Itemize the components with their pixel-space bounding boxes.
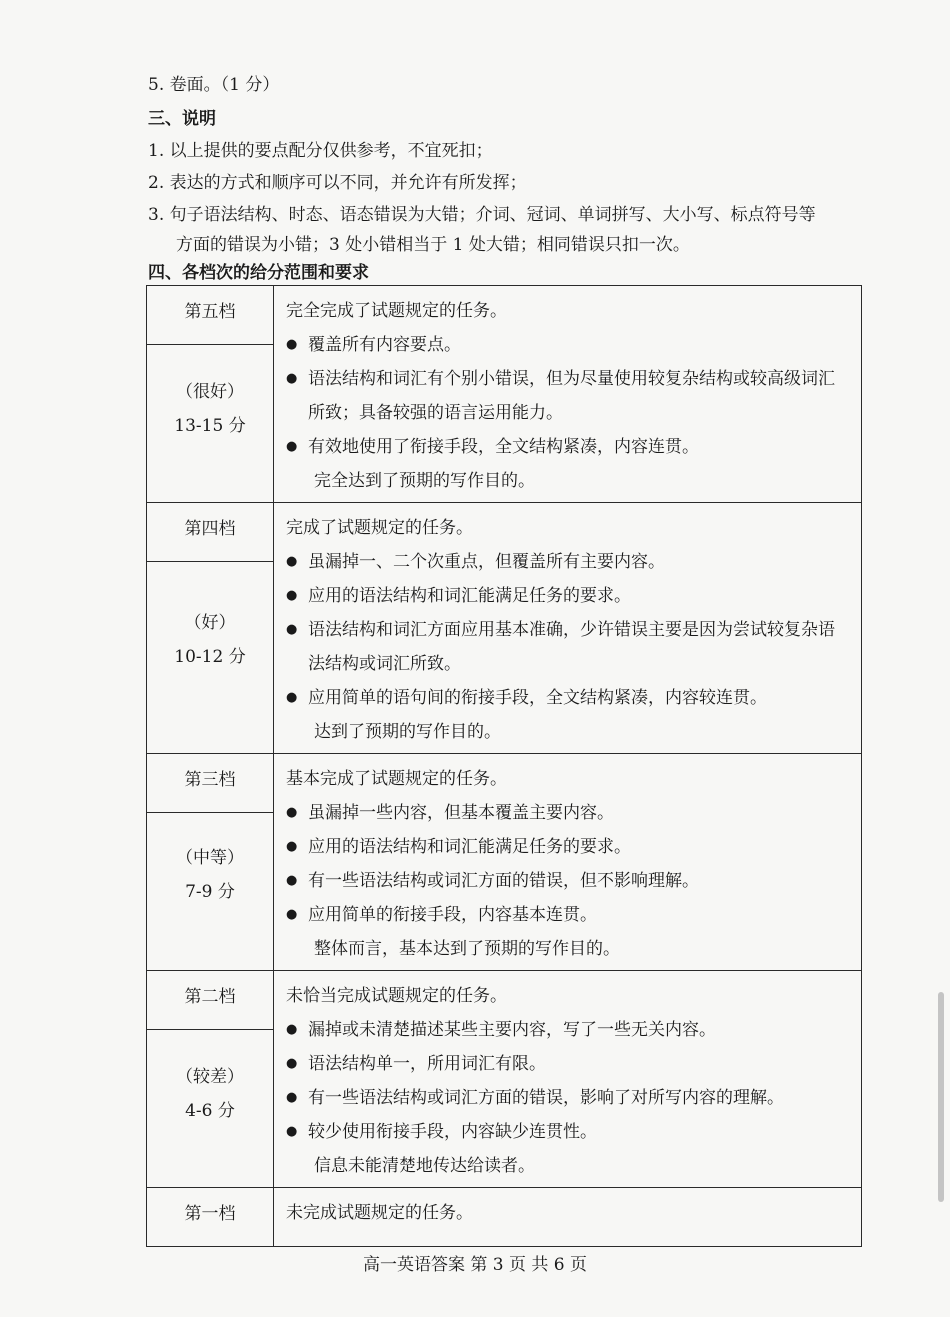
grade-bullet: ● 漏掉或未清楚描述某些主要内容，写了一些无关内容。 [286, 1013, 851, 1047]
note-1: 1. 以上提供的要点配分仅供参考，不宜死扣； [148, 141, 493, 161]
grade-name: 第二档 [147, 971, 273, 1030]
grade-bullet: ● 覆盖所有内容要点。 [286, 328, 851, 362]
grade-level: （较差） [176, 1067, 244, 1087]
grade-name: 第一档 [184, 1204, 236, 1224]
section-3-title: 三、说明 [148, 109, 216, 129]
grade-row [147, 503, 862, 754]
grade-bullet: ● 虽漏掉一些内容，但基本覆盖主要内容。 [286, 796, 851, 830]
grade-name: 第三档 [147, 754, 273, 813]
grade-desc-title: 未完成试题规定的任务。 [286, 1203, 473, 1223]
grade-bullet: ● 虽漏掉一、二个次重点，但覆盖所有主要内容。 [286, 545, 851, 579]
grade-label-cell [147, 1188, 274, 1247]
grade-bullet: ● 应用简单的衔接手段，内容基本连贯。 [286, 898, 851, 932]
grade-desc-cell [274, 286, 862, 503]
grade-desc-cell [274, 1188, 862, 1247]
grade-bullet: ● 应用的语法结构和词汇能满足任务的要求。 [286, 579, 851, 613]
scrollbar[interactable] [938, 992, 944, 1202]
grade-desc-cell [274, 503, 862, 754]
grade-goal: 完全达到了预期的写作目的。 [314, 471, 535, 491]
grade-range: 10-12 分 [174, 647, 246, 667]
grade-label-cell [147, 503, 274, 754]
grade-desc-cell [274, 971, 862, 1188]
grade-bullet: ● 应用简单的语句间的衔接手段，全文结构紧凑，内容较连贯。 [286, 681, 851, 715]
grade-name: 第五档 [147, 286, 273, 345]
note-3-line-2: 方面的错误为小错；3 处小错相当于 1 处大错；相同错误只扣一次。 [176, 235, 690, 255]
page-footer: 高一英语答案 第 3 页 共 6 页 [362, 1255, 588, 1275]
grade-desc-title: 未恰当完成试题规定的任务。 [286, 986, 507, 1006]
grade-label-cell [147, 971, 274, 1188]
grade-level: （好） [184, 613, 236, 633]
grade-row [147, 754, 862, 971]
grade-range: 7-9 分 [185, 882, 235, 902]
section-4-title: 四、各档次的给分范围和要求 [148, 263, 369, 283]
grade-desc-title: 基本完成了试题规定的任务。 [286, 769, 507, 789]
grade-label-cell [147, 286, 274, 503]
grade-bullet: ● 语法结构单一，所用词汇有限。 [286, 1047, 851, 1081]
grade-goal: 信息未能清楚地传达给读者。 [314, 1156, 535, 1176]
grade-bullet: ● 语法结构和词汇方面应用基本准确，少许错误主要是因为尝试较复杂语法结构或词汇所致。 [286, 613, 851, 681]
grade-desc-cell [274, 754, 862, 971]
grade-bullet: ● 应用的语法结构和词汇能满足任务的要求。 [286, 830, 851, 864]
note-3-line-1: 3. 句子语法结构、时态、语态错误为大错；介词、冠词、单词拼写、大小写、标点符号等 [148, 205, 816, 225]
grade-range: 4-6 分 [185, 1101, 235, 1121]
grade-goal: 达到了预期的写作目的。 [314, 722, 501, 742]
item-5: 5. 卷面。（1 分） [148, 75, 280, 95]
grade-table [146, 285, 862, 1247]
grade-row [147, 1188, 862, 1247]
grade-bullet: ● 语法结构和词汇有个别小错误，但为尽量使用较复杂结构或较高级词汇所致；具备较强的语言运用能力。 [286, 362, 851, 430]
grade-desc-title: 完全完成了试题规定的任务。 [286, 301, 507, 321]
grade-level: （很好） [176, 382, 244, 402]
grade-row [147, 286, 862, 503]
grade-bullet: ● 有效地使用了衔接手段，全文结构紧凑，内容连贯。 [286, 430, 851, 464]
grade-name: 第四档 [147, 503, 273, 562]
grade-label-cell [147, 754, 274, 971]
grade-bullet: ● 有一些语法结构或词汇方面的错误，影响了对所写内容的理解。 [286, 1081, 851, 1115]
grade-row [147, 971, 862, 1188]
grade-bullet: ● 较少使用衔接手段，内容缺少连贯性。 [286, 1115, 851, 1149]
grade-desc-title: 完成了试题规定的任务。 [286, 518, 473, 538]
grade-bullet: ● 有一些语法结构或词汇方面的错误，但不影响理解。 [286, 864, 851, 898]
grade-level: （中等） [176, 848, 244, 868]
grade-range: 13-15 分 [174, 416, 246, 436]
grade-goal: 整体而言，基本达到了预期的写作目的。 [314, 939, 620, 959]
note-2: 2. 表达的方式和顺序可以不同，并允许有所发挥； [148, 173, 527, 193]
